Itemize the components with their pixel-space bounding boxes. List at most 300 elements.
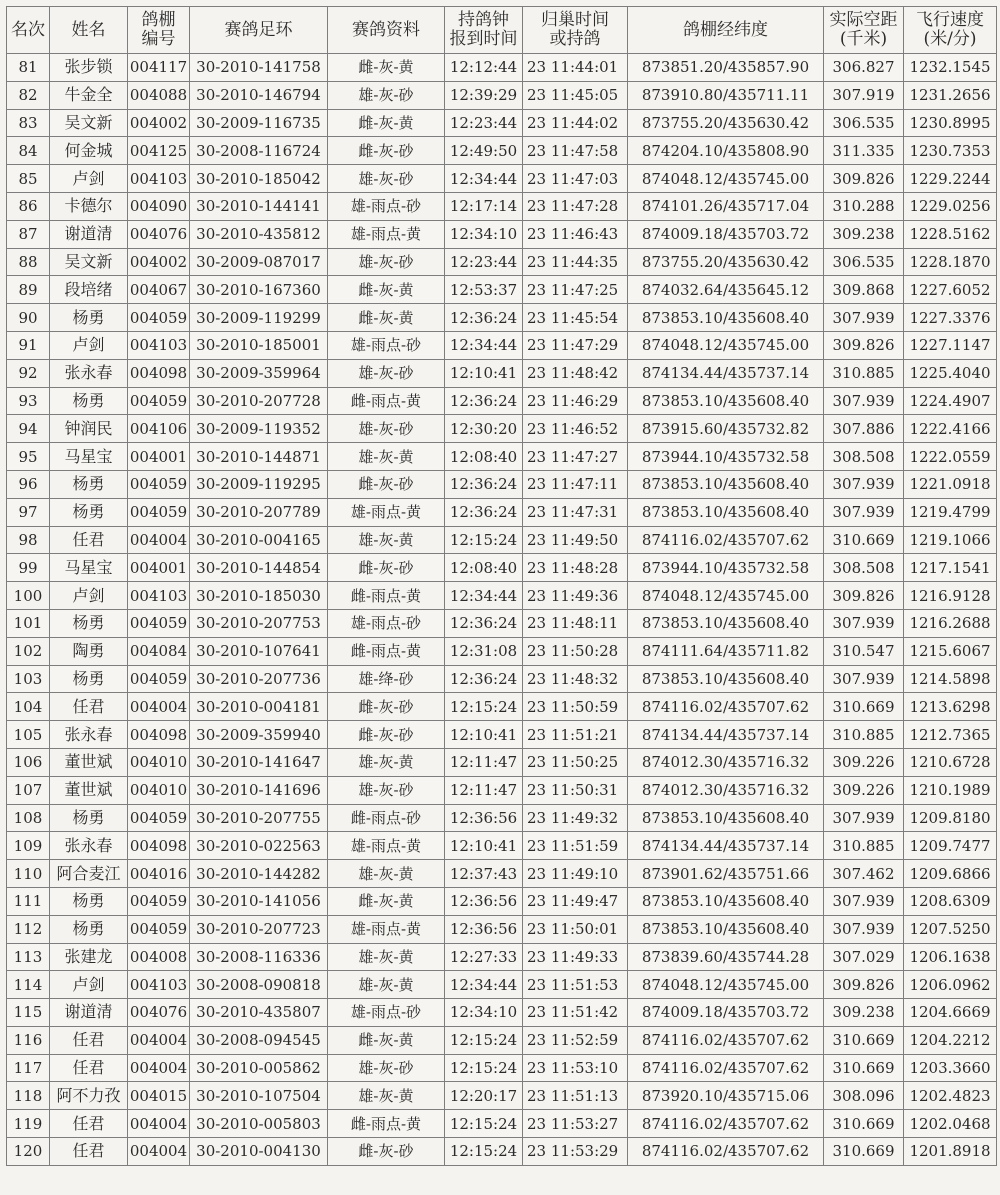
cell-name: 张永春 <box>50 721 128 749</box>
cell-ring-number: 30-2009-359940 <box>190 721 328 749</box>
cell-pigeon-info: 雄-灰-砂 <box>328 359 445 387</box>
cell-pigeon-info: 雄-灰-黄 <box>328 971 445 999</box>
cell-return-time: 23 11:50:01 <box>523 915 628 943</box>
cell-loft-coordinates: 873944.10/435732.58 <box>628 554 824 582</box>
cell-ring-number: 30-2010-185042 <box>190 165 328 193</box>
table-row <box>7 860 997 888</box>
table-row <box>7 248 997 276</box>
table-row <box>7 582 997 610</box>
cell-return-time: 23 11:50:28 <box>523 637 628 665</box>
cell-ring-number: 30-2010-167360 <box>190 276 328 304</box>
cell-ring-number: 30-2009-119352 <box>190 415 328 443</box>
cell-loft-coordinates: 873755.20/435630.42 <box>628 109 824 137</box>
cell-clock-in-time: 12:10:41 <box>445 721 523 749</box>
cell-distance-km: 307.939 <box>824 304 904 332</box>
cell-return-time: 23 11:50:59 <box>523 693 628 721</box>
cell-loft-coordinates: 873901.62/435751.66 <box>628 860 824 888</box>
cell-speed-m-per-min: 1222.0559 <box>904 443 997 471</box>
cell-loft-id: 004059 <box>128 804 190 832</box>
cell-rank: 107 <box>7 776 50 804</box>
cell-pigeon-info: 雌-雨点-黄 <box>328 582 445 610</box>
cell-loft-id: 004059 <box>128 387 190 415</box>
cell-clock-in-time: 12:11:47 <box>445 748 523 776</box>
cell-speed-m-per-min: 1216.9128 <box>904 582 997 610</box>
cell-return-time: 23 11:46:52 <box>523 415 628 443</box>
cell-rank: 96 <box>7 470 50 498</box>
cell-name: 杨勇 <box>50 609 128 637</box>
cell-name: 任君 <box>50 693 128 721</box>
cell-rank: 108 <box>7 804 50 832</box>
cell-speed-m-per-min: 1229.0256 <box>904 192 997 220</box>
cell-clock-in-time: 12:34:10 <box>445 220 523 248</box>
table-row <box>7 999 997 1027</box>
cell-pigeon-info: 雄-灰-砂 <box>328 81 445 109</box>
cell-loft-id: 004059 <box>128 609 190 637</box>
cell-clock-in-time: 12:34:44 <box>445 582 523 610</box>
cell-ring-number: 30-2009-119299 <box>190 304 328 332</box>
cell-rank: 97 <box>7 498 50 526</box>
table-row <box>7 609 997 637</box>
cell-name: 任君 <box>50 1138 128 1166</box>
cell-rank: 83 <box>7 109 50 137</box>
cell-distance-km: 310.885 <box>824 832 904 860</box>
cell-clock-in-time: 12:34:44 <box>445 971 523 999</box>
cell-speed-m-per-min: 1207.5250 <box>904 915 997 943</box>
cell-loft-id: 004059 <box>128 304 190 332</box>
cell-rank: 93 <box>7 387 50 415</box>
cell-clock-in-time: 12:12:44 <box>445 54 523 82</box>
cell-speed-m-per-min: 1208.6309 <box>904 887 997 915</box>
cell-distance-km: 309.238 <box>824 999 904 1027</box>
cell-speed-m-per-min: 1206.1638 <box>904 943 997 971</box>
cell-speed-m-per-min: 1210.6728 <box>904 748 997 776</box>
cell-pigeon-info: 雄-雨点-砂 <box>328 331 445 359</box>
cell-name: 陶勇 <box>50 637 128 665</box>
cell-loft-id: 004059 <box>128 498 190 526</box>
cell-ring-number: 30-2010-207753 <box>190 609 328 637</box>
cell-rank: 82 <box>7 81 50 109</box>
cell-ring-number: 30-2010-107504 <box>190 1082 328 1110</box>
column-header-name: 姓名 <box>50 7 128 54</box>
cell-loft-coordinates: 873915.60/435732.82 <box>628 415 824 443</box>
cell-loft-coordinates: 874012.30/435716.32 <box>628 776 824 804</box>
cell-return-time: 23 11:49:47 <box>523 887 628 915</box>
cell-pigeon-info: 雄-雨点-黄 <box>328 220 445 248</box>
cell-ring-number: 30-2010-004181 <box>190 693 328 721</box>
cell-rank: 102 <box>7 637 50 665</box>
cell-speed-m-per-min: 1209.6866 <box>904 860 997 888</box>
cell-clock-in-time: 12:27:33 <box>445 943 523 971</box>
cell-distance-km: 310.669 <box>824 1110 904 1138</box>
cell-clock-in-time: 12:20:17 <box>445 1082 523 1110</box>
cell-rank: 86 <box>7 192 50 220</box>
cell-speed-m-per-min: 1204.2212 <box>904 1026 997 1054</box>
cell-distance-km: 307.939 <box>824 915 904 943</box>
cell-name: 阿合麦江 <box>50 860 128 888</box>
cell-rank: 81 <box>7 54 50 82</box>
table-row <box>7 137 997 165</box>
cell-return-time: 23 11:47:28 <box>523 192 628 220</box>
table-row <box>7 498 997 526</box>
cell-pigeon-info: 雄-灰-砂 <box>328 1054 445 1082</box>
cell-rank: 120 <box>7 1138 50 1166</box>
cell-pigeon-info: 雄-雨点-黄 <box>328 498 445 526</box>
cell-rank: 101 <box>7 609 50 637</box>
cell-loft-coordinates: 873839.60/435744.28 <box>628 943 824 971</box>
cell-pigeon-info: 雄-灰-黄 <box>328 526 445 554</box>
cell-speed-m-per-min: 1215.6067 <box>904 637 997 665</box>
cell-rank: 116 <box>7 1026 50 1054</box>
cell-pigeon-info: 雄-灰-砂 <box>328 776 445 804</box>
cell-name: 牛金全 <box>50 81 128 109</box>
cell-loft-id: 004076 <box>128 220 190 248</box>
cell-loft-coordinates: 874048.12/435745.00 <box>628 971 824 999</box>
table-row <box>7 192 997 220</box>
table-row <box>7 721 997 749</box>
cell-speed-m-per-min: 1222.4166 <box>904 415 997 443</box>
cell-distance-km: 307.886 <box>824 415 904 443</box>
column-header-return-time: 归巢时间 或持鸽 <box>523 7 628 54</box>
cell-distance-km: 310.669 <box>824 526 904 554</box>
cell-loft-id: 004088 <box>128 81 190 109</box>
cell-pigeon-info: 雌-雨点-黄 <box>328 637 445 665</box>
race-results-table <box>6 6 997 1166</box>
cell-loft-coordinates: 874032.64/435645.12 <box>628 276 824 304</box>
cell-speed-m-per-min: 1227.6052 <box>904 276 997 304</box>
cell-return-time: 23 11:51:53 <box>523 971 628 999</box>
cell-loft-id: 004004 <box>128 526 190 554</box>
cell-name: 杨勇 <box>50 665 128 693</box>
cell-return-time: 23 11:44:01 <box>523 54 628 82</box>
cell-loft-coordinates: 874116.02/435707.62 <box>628 1110 824 1138</box>
cell-return-time: 23 11:47:11 <box>523 470 628 498</box>
cell-loft-id: 004004 <box>128 1054 190 1082</box>
column-header-clock-in-time: 持鸽钟 报到时间 <box>445 7 523 54</box>
cell-pigeon-info: 雄-雨点-黄 <box>328 832 445 860</box>
cell-loft-coordinates: 874012.30/435716.32 <box>628 748 824 776</box>
cell-speed-m-per-min: 1227.1147 <box>904 331 997 359</box>
cell-name: 卢剑 <box>50 331 128 359</box>
cell-pigeon-info: 雄-雨点-砂 <box>328 192 445 220</box>
cell-speed-m-per-min: 1229.2244 <box>904 165 997 193</box>
cell-ring-number: 30-2010-144854 <box>190 554 328 582</box>
cell-ring-number: 30-2010-185030 <box>190 582 328 610</box>
cell-speed-m-per-min: 1210.1989 <box>904 776 997 804</box>
cell-name: 谢道清 <box>50 999 128 1027</box>
cell-pigeon-info: 雄-灰-黄 <box>328 748 445 776</box>
cell-loft-coordinates: 873851.20/435857.90 <box>628 54 824 82</box>
cell-speed-m-per-min: 1209.8180 <box>904 804 997 832</box>
cell-ring-number: 30-2010-144282 <box>190 860 328 888</box>
cell-return-time: 23 11:53:29 <box>523 1138 628 1166</box>
cell-loft-id: 004090 <box>128 192 190 220</box>
cell-distance-km: 309.826 <box>824 331 904 359</box>
cell-return-time: 23 11:49:32 <box>523 804 628 832</box>
table-row <box>7 943 997 971</box>
cell-distance-km: 311.335 <box>824 137 904 165</box>
cell-return-time: 23 11:45:54 <box>523 304 628 332</box>
cell-speed-m-per-min: 1209.7477 <box>904 832 997 860</box>
table-row <box>7 415 997 443</box>
cell-pigeon-info: 雌-灰-砂 <box>328 470 445 498</box>
cell-pigeon-info: 雌-灰-黄 <box>328 276 445 304</box>
cell-clock-in-time: 12:11:47 <box>445 776 523 804</box>
cell-pigeon-info: 雄-灰-黄 <box>328 443 445 471</box>
table-row <box>7 359 997 387</box>
cell-name: 马星宝 <box>50 443 128 471</box>
table-row <box>7 109 997 137</box>
cell-distance-km: 307.939 <box>824 887 904 915</box>
column-header-distance-km: 实际空距 (千米) <box>824 7 904 54</box>
cell-return-time: 23 11:49:33 <box>523 943 628 971</box>
cell-distance-km: 309.226 <box>824 776 904 804</box>
cell-clock-in-time: 12:36:24 <box>445 387 523 415</box>
cell-speed-m-per-min: 1214.5898 <box>904 665 997 693</box>
cell-loft-id: 004016 <box>128 860 190 888</box>
cell-distance-km: 310.669 <box>824 1026 904 1054</box>
cell-name: 卢剑 <box>50 582 128 610</box>
table-row <box>7 443 997 471</box>
cell-speed-m-per-min: 1202.0468 <box>904 1110 997 1138</box>
cell-return-time: 23 11:52:59 <box>523 1026 628 1054</box>
cell-name: 何金城 <box>50 137 128 165</box>
table-row <box>7 165 997 193</box>
cell-pigeon-info: 雌-雨点-黄 <box>328 387 445 415</box>
cell-clock-in-time: 12:23:44 <box>445 109 523 137</box>
cell-clock-in-time: 12:15:24 <box>445 693 523 721</box>
cell-pigeon-info: 雌-灰-黄 <box>328 304 445 332</box>
cell-speed-m-per-min: 1201.8918 <box>904 1138 997 1166</box>
cell-name: 任君 <box>50 526 128 554</box>
cell-name: 卡德尔 <box>50 192 128 220</box>
cell-distance-km: 307.029 <box>824 943 904 971</box>
cell-ring-number: 30-2010-141056 <box>190 887 328 915</box>
cell-loft-coordinates: 873853.10/435608.40 <box>628 609 824 637</box>
cell-rank: 92 <box>7 359 50 387</box>
cell-speed-m-per-min: 1206.0962 <box>904 971 997 999</box>
table-row <box>7 1138 997 1166</box>
cell-name: 张步锁 <box>50 54 128 82</box>
cell-loft-coordinates: 873910.80/435711.11 <box>628 81 824 109</box>
table-row <box>7 276 997 304</box>
cell-clock-in-time: 12:15:24 <box>445 1054 523 1082</box>
cell-ring-number: 30-2010-207736 <box>190 665 328 693</box>
cell-name: 张永春 <box>50 832 128 860</box>
cell-loft-coordinates: 874048.12/435745.00 <box>628 331 824 359</box>
cell-return-time: 23 11:50:31 <box>523 776 628 804</box>
cell-clock-in-time: 12:34:44 <box>445 331 523 359</box>
cell-speed-m-per-min: 1219.1066 <box>904 526 997 554</box>
cell-distance-km: 306.827 <box>824 54 904 82</box>
cell-speed-m-per-min: 1224.4907 <box>904 387 997 415</box>
cell-distance-km: 307.939 <box>824 387 904 415</box>
cell-pigeon-info: 雄-灰-黄 <box>328 943 445 971</box>
table-row <box>7 54 997 82</box>
cell-loft-coordinates: 874116.02/435707.62 <box>628 693 824 721</box>
cell-loft-coordinates: 874048.12/435745.00 <box>628 582 824 610</box>
cell-clock-in-time: 12:37:43 <box>445 860 523 888</box>
cell-loft-coordinates: 873853.10/435608.40 <box>628 804 824 832</box>
table-row <box>7 554 997 582</box>
cell-ring-number: 30-2010-141696 <box>190 776 328 804</box>
cell-rank: 118 <box>7 1082 50 1110</box>
cell-loft-coordinates: 873853.10/435608.40 <box>628 915 824 943</box>
cell-loft-id: 004103 <box>128 582 190 610</box>
cell-loft-id: 004098 <box>128 721 190 749</box>
cell-distance-km: 310.288 <box>824 192 904 220</box>
cell-return-time: 23 11:45:05 <box>523 81 628 109</box>
cell-distance-km: 309.226 <box>824 748 904 776</box>
cell-clock-in-time: 12:15:24 <box>445 1138 523 1166</box>
cell-loft-id: 004103 <box>128 331 190 359</box>
cell-return-time: 23 11:48:42 <box>523 359 628 387</box>
cell-ring-number: 30-2010-207723 <box>190 915 328 943</box>
column-header-loft-coordinates: 鸽棚经纬度 <box>628 7 824 54</box>
cell-ring-number: 30-2009-116735 <box>190 109 328 137</box>
cell-rank: 95 <box>7 443 50 471</box>
cell-rank: 113 <box>7 943 50 971</box>
cell-loft-coordinates: 873920.10/435715.06 <box>628 1082 824 1110</box>
cell-return-time: 23 11:50:25 <box>523 748 628 776</box>
cell-speed-m-per-min: 1217.1541 <box>904 554 997 582</box>
cell-loft-id: 004067 <box>128 276 190 304</box>
cell-loft-id: 004117 <box>128 54 190 82</box>
cell-clock-in-time: 12:36:56 <box>445 915 523 943</box>
table-row <box>7 526 997 554</box>
cell-distance-km: 310.885 <box>824 359 904 387</box>
cell-distance-km: 307.939 <box>824 470 904 498</box>
cell-loft-coordinates: 873853.10/435608.40 <box>628 387 824 415</box>
cell-rank: 112 <box>7 915 50 943</box>
cell-distance-km: 307.939 <box>824 665 904 693</box>
cell-clock-in-time: 12:15:24 <box>445 1110 523 1138</box>
cell-return-time: 23 11:51:13 <box>523 1082 628 1110</box>
cell-ring-number: 30-2010-144141 <box>190 192 328 220</box>
cell-clock-in-time: 12:10:41 <box>445 832 523 860</box>
cell-speed-m-per-min: 1228.1870 <box>904 248 997 276</box>
cell-loft-id: 004076 <box>128 999 190 1027</box>
cell-ring-number: 30-2010-022563 <box>190 832 328 860</box>
cell-loft-id: 004001 <box>128 554 190 582</box>
cell-loft-coordinates: 873755.20/435630.42 <box>628 248 824 276</box>
cell-distance-km: 310.669 <box>824 1054 904 1082</box>
results-page <box>6 6 996 1166</box>
cell-loft-id: 004015 <box>128 1082 190 1110</box>
cell-return-time: 23 11:49:10 <box>523 860 628 888</box>
cell-pigeon-info: 雄-雨点-黄 <box>328 915 445 943</box>
cell-loft-id: 004010 <box>128 748 190 776</box>
cell-pigeon-info: 雌-灰-砂 <box>328 1138 445 1166</box>
cell-distance-km: 306.535 <box>824 109 904 137</box>
table-row <box>7 665 997 693</box>
cell-rank: 104 <box>7 693 50 721</box>
header-row <box>7 7 997 54</box>
cell-loft-id: 004008 <box>128 943 190 971</box>
cell-ring-number: 30-2008-116336 <box>190 943 328 971</box>
cell-clock-in-time: 12:36:56 <box>445 804 523 832</box>
cell-pigeon-info: 雌-灰-黄 <box>328 109 445 137</box>
cell-pigeon-info: 雌-灰-黄 <box>328 887 445 915</box>
table-row <box>7 832 997 860</box>
cell-clock-in-time: 12:36:24 <box>445 470 523 498</box>
cell-clock-in-time: 12:30:20 <box>445 415 523 443</box>
table-row <box>7 1110 997 1138</box>
column-header-speed-m-per-min: 飞行速度 (米/分) <box>904 7 997 54</box>
cell-rank: 110 <box>7 860 50 888</box>
cell-loft-id: 004059 <box>128 470 190 498</box>
table-row <box>7 1026 997 1054</box>
cell-distance-km: 309.826 <box>824 165 904 193</box>
cell-rank: 91 <box>7 331 50 359</box>
cell-pigeon-info: 雄-灰-砂 <box>328 165 445 193</box>
cell-distance-km: 307.919 <box>824 81 904 109</box>
cell-pigeon-info: 雌-灰-砂 <box>328 721 445 749</box>
cell-speed-m-per-min: 1232.1545 <box>904 54 997 82</box>
cell-rank: 100 <box>7 582 50 610</box>
cell-speed-m-per-min: 1202.4823 <box>904 1082 997 1110</box>
table-row <box>7 748 997 776</box>
table-row <box>7 220 997 248</box>
cell-return-time: 23 11:44:35 <box>523 248 628 276</box>
cell-loft-coordinates: 874116.02/435707.62 <box>628 526 824 554</box>
cell-name: 任君 <box>50 1054 128 1082</box>
cell-loft-coordinates: 873944.10/435732.58 <box>628 443 824 471</box>
table-row <box>7 81 997 109</box>
cell-clock-in-time: 12:10:41 <box>445 359 523 387</box>
cell-pigeon-info: 雄-灰-黄 <box>328 860 445 888</box>
cell-rank: 89 <box>7 276 50 304</box>
cell-loft-id: 004059 <box>128 887 190 915</box>
cell-ring-number: 30-2010-207728 <box>190 387 328 415</box>
cell-pigeon-info: 雌-灰-黄 <box>328 54 445 82</box>
cell-return-time: 23 11:44:02 <box>523 109 628 137</box>
cell-ring-number: 30-2009-119295 <box>190 470 328 498</box>
cell-distance-km: 310.669 <box>824 1138 904 1166</box>
cell-loft-id: 004084 <box>128 637 190 665</box>
cell-return-time: 23 11:53:27 <box>523 1110 628 1138</box>
table-row <box>7 1054 997 1082</box>
cell-name: 董世斌 <box>50 748 128 776</box>
cell-loft-id: 004098 <box>128 359 190 387</box>
table-row <box>7 1082 997 1110</box>
cell-loft-id: 004002 <box>128 109 190 137</box>
cell-ring-number: 30-2010-005862 <box>190 1054 328 1082</box>
cell-loft-coordinates: 874116.02/435707.62 <box>628 1026 824 1054</box>
table-row <box>7 331 997 359</box>
cell-rank: 88 <box>7 248 50 276</box>
cell-speed-m-per-min: 1204.6669 <box>904 999 997 1027</box>
column-header-ring-number: 赛鸽足环 <box>190 7 328 54</box>
cell-distance-km: 309.826 <box>824 971 904 999</box>
cell-name: 杨勇 <box>50 304 128 332</box>
cell-clock-in-time: 12:53:37 <box>445 276 523 304</box>
cell-loft-coordinates: 874009.18/435703.72 <box>628 999 824 1027</box>
cell-loft-id: 004001 <box>128 443 190 471</box>
cell-loft-coordinates: 874116.02/435707.62 <box>628 1138 824 1166</box>
table-body <box>7 54 997 1166</box>
cell-speed-m-per-min: 1228.5162 <box>904 220 997 248</box>
cell-name: 马星宝 <box>50 554 128 582</box>
cell-clock-in-time: 12:34:10 <box>445 999 523 1027</box>
cell-clock-in-time: 12:36:56 <box>445 887 523 915</box>
cell-return-time: 23 11:47:31 <box>523 498 628 526</box>
cell-loft-coordinates: 874204.10/435808.90 <box>628 137 824 165</box>
cell-name: 杨勇 <box>50 915 128 943</box>
cell-name: 董世斌 <box>50 776 128 804</box>
cell-ring-number: 30-2010-107641 <box>190 637 328 665</box>
cell-return-time: 23 11:46:43 <box>523 220 628 248</box>
cell-return-time: 23 11:51:42 <box>523 999 628 1027</box>
